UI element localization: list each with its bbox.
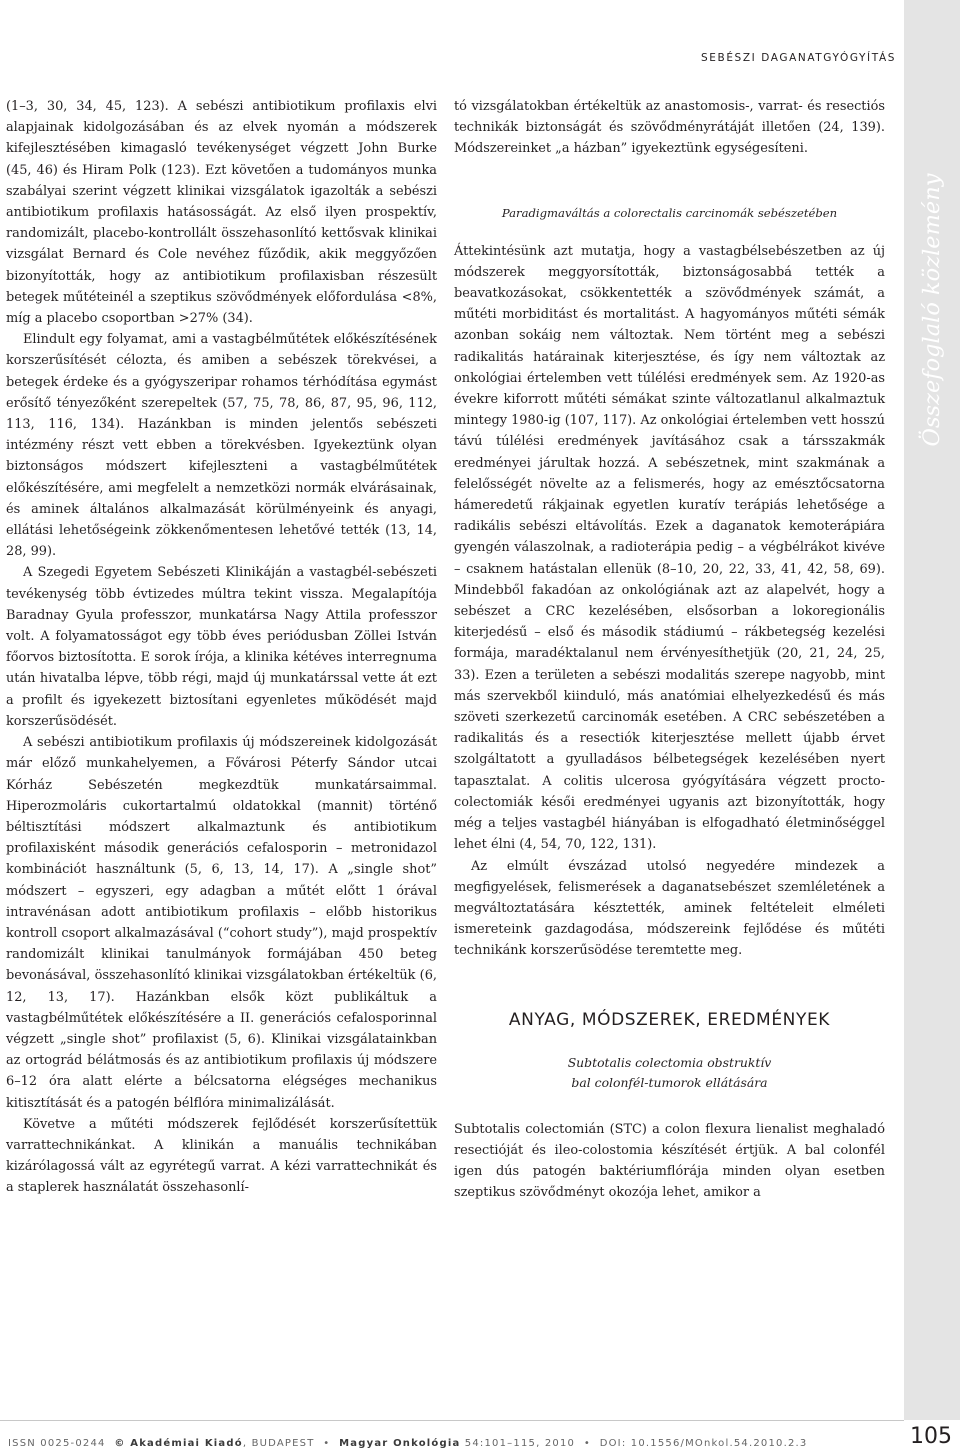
footer-doi: DOI: 10.1556/MOnkol.54.2010.2.3 <box>599 1438 808 1449</box>
right-column <box>454 96 885 1204</box>
body-paragraph: Subtotalis colectomián (STC) a colon flexura lienalist meghaladó resectióját és ileo-colostomia készítését értjük. A bal colonfél igen dús patogén baktériumflórája minden olyan esetben szeptikus szövődményt okozója lehet, amikor a <box>454 1121 885 1201</box>
running-title: SEBÉSZI DAGANATGYÓGYÍTÁS <box>701 52 896 64</box>
subheading: Paradigmaváltás a colorectalis carcinomák sebészetében <box>501 205 838 220</box>
body-paragraph: Követve a műtéti módszerek fejlődését korszerűsítettük varrattechnikánkat. A klinikán a manuális technikában kizárólagossá vált az egyrétegű varrat. A kézi varrattechnikát és a staplerek használatát összehasonlí- <box>6 1116 437 1196</box>
body-paragraph: Elindult egy folyamat, ami a vastagbélműtétek előkészítésének korszerűsítését célozta, és amiben a sebészek törekvései, a betegek érdeke és a gyógyszeripar rohamos térhódítása egymást erősítő tényezőként szerepeltek (57, 75, 78, 86, 87, 95, 96, 112, 113, 116, 134). Hazánkban is minden jelentős sebészeti intézmény részt vett ebben a törekvésben. Igyekeztünk olyan biztonságos módszert kifejleszteni a vastagbélműtétek előkészítésére, ami megfelelt a nemzetközi normák elvárásainak, és aminek általános alkalmazását körülményeink és anyagi, ellátási lehetőségeink zökkenőmentesen lehetővé tették (13, 14, 28, 99). <box>6 332 437 560</box>
subheading <box>454 1053 885 1093</box>
footer-city: BUDAPEST <box>251 1438 315 1449</box>
page-number: 105 <box>910 1424 952 1449</box>
body-paragraph: Áttekintésünk azt mutatja, hogy a vastagbélsebészetben az új módszerek meggyorsították, biztonságosabbá tették a beavatkozásokat, csökkentették a szövődmények számát, a műtéti morbiditást és mortalitást. A hagyományos műtéti sémák azonban sokáig nem változtak. Nem történt meg a sebészi radikalitás határainak kiterjesztése, és így nem változtak az onkológiai értelemben vett túlélési eredmények sem. Az 1920-as évekre kiforrott műtéti sémákat szinte változatlanul alkalmaztuk mintegy 1980-ig (107, 117). Az onkológiai értelemben vett hosszú távú túlélési eredmények javításához csak a társszakmák eredményei járultak hozzá. A sebészetnek, mint szakmának a felelősségét növelte az a felismerés, hogy az emésztőcsatorna hámeredetű rákjainak egyetlen kuratív terápiás lehetősége a radikális sebészi eltávolítás. Ezek a daganatok kemoterápiára gyengén válaszolnak, a radioterápia pedig – a végbélrákot kivéve – csaknem hatástalan ellenük (8–10, 20, 22, 33, 41, 42, 58, 69). Mindebből fakadóan az onkológiának azt az alapelvét, hogy a sebészet a CRC kezelésében, elsősorban a lokoregionális kiterjedésű – első és második stádiumú – rákbetegség kezelési formája, maradéktalanul nem érvényesíthetjük (20, 21, 24, 25, 33). Ezen a területen a sebészi modalitás szerepe nagyobb, mint más szervekből kiinduló, más anatómiai elhelyezkedésű és más szöveti szerkezetű carcinomák esetében. A CRC sebészetében a radikalitás és a resectiók kiterjesztése mellett újabb érvet szolgáltatott a gyulladásos bélbetegségek kezelésében nyert tapasztalat. A colitis ulcerosa gyógyítására végzett procto-colectomiák késői eredményei ugyanis azt bizonyították, hogy még a teljes vastagbél hiányában is elfogadható életminőséggel lehet élni (4, 54, 70, 122, 131). <box>454 243 885 853</box>
body-paragraph: A Szegedi Egyetem Sebészeti Klinikáján a vastagbél-sebészeti tevékenység több évtizedes múltra tekint vissza. Megalapítója Baradnay Gyula professzor, munkatársa Nagy Attila professzor volt. A folyamatosságot egy több éves periódusban Zöllei István főorvos biztosította. E sorok írója, a klinika kétéves interregnuma után hivatalba lépve, több régi, majd új munkatárssal vette át ezt a profilt és igyekezett biztosítani egyenletes működését majd korszerűsödését. <box>6 565 437 729</box>
footer-citation: ISSN 0025-0244 © Akadémiai Kiadó, BUDAPEST • Magyar Onkológia 54:101–115, 2010 • DOI: 10.1556/MOnkol.54.2010.2.3 <box>8 1438 808 1449</box>
footer-divider <box>0 1420 904 1421</box>
subheading-line: Subtotalis colectomia obstruktív <box>567 1054 772 1070</box>
page-footer <box>0 1420 960 1452</box>
side-tab-label: Összefoglaló közlemény <box>919 173 945 447</box>
subheading-line: bal colonfél-tumorok ellátására <box>571 1074 768 1090</box>
body-paragraph: (1–3, 30, 34, 45, 123). A sebészi antibiotikum profilaxis elvi alapjainak kidolgozásában és az elvek nyomán a módszerek kifejlesztésében kimagasló tevékenységet végzett John Burke (45, 46) és Hiram Polk (123). Ezt követően a tudományos munka szabályai szerint végzett klinikai vizsgálatok igazolták a sebészi antibiotikum profilaxis hatásosságát. Az első ilyen prospektív, randomizált, placebo-kontrollált összehasonlító kettősvak klinikai vizsgálat Bernard és Cole nevéhez fűződik, akik meggyőzően bizonyították, hogy az antibiotikum profilaxisban részesült betegek műtéteinél a szeptikus szövődmények előfordulása <8%, míg a placebo csoportban >27% (34). <box>6 99 437 327</box>
body-paragraph: Az elmúlt évszázad utolsó negyedére mindezek a megfigyelések, felismerések a daganatsebészet szemléletének a megváltoztatására késztették, aminek feltételeit elméleti ismereteink gazdagodása, módszereink fejlődése és műtéti technikánk korszerűsödése teremtette meg. <box>454 858 885 959</box>
body-paragraph: tó vizsgálatokban értékeltük az anastomosis-, varrat- és resectiós technikák biztonságát és szövődményrátáját illetően (24, 139). Módszereinket „a házban” igyekeztünk egységesíteni. <box>454 99 885 157</box>
footer-volume: 54:101–115, 2010 <box>464 1438 576 1449</box>
footer-journal: Magyar Onkológia <box>339 1438 461 1449</box>
section-side-tab <box>904 0 960 1420</box>
footer-publisher: © Akadémiai Kiadó <box>114 1438 243 1449</box>
body-paragraph: A sebészi antibiotikum profilaxis új módszereinek kidolgozását már előző munkahelyemen, a Fővárosi Péterfy Sándor utcai Kórház Sebészetén megkezdtük munkatársaimmal. Hiperozmoláris cukortartalmú oldatokkal (mannit) történő béltisztítási módszert alkalmaztunk és antibiotikum profilaxisként második generációs cefalosporin – metronidazol kombinációt használtunk (5, 6, 13, 14, 17). A „single shot” módszert – egyszeri, egy adagban a műtét előtt 1 órával intravénásan adott antibiotikum profilaxis – előbb historikus kontroll csoport alkalmazásával (“cohort study”), majd prospektív randomizált klinikai tanulmányok formájában 450 beteg bevonásával, összehasonlító klinikai vizsgálatokban értékeltük (6, 12, 13, 17). Hazánkban elsők közt publikáltuk a vastagbélműtétek előkészítésére a II. generációs cefalosporinnal végzett „single shot” profilaxist (5, 6). Klinikai vizsgálatainkban az ortográd bélátmosás és az antibiotikum profilaxis új módszere 6–12 óra alatt elérte a bélcsatorna elégséges mechanikus kitisztítását és a patogén bélflóra minimalizálását. <box>6 735 437 1111</box>
left-column <box>6 96 437 1199</box>
section-heading: ANYAG, MÓDSZEREK, EREDMÉNYEK <box>508 1009 831 1030</box>
footer-issn: ISSN 0025-0244 <box>8 1438 106 1449</box>
